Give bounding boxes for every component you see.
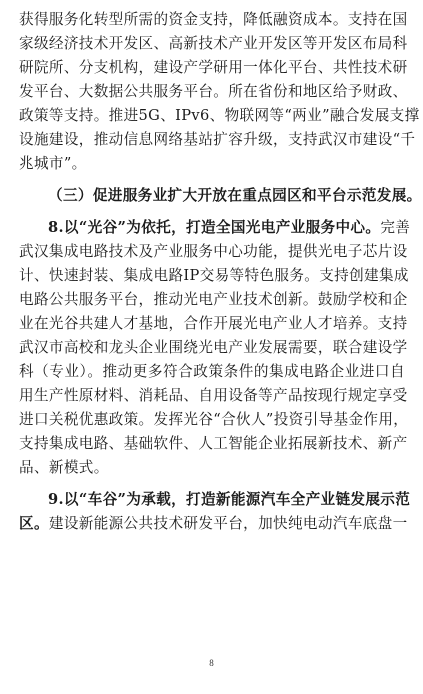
- text-line: 科（专业）。推动更多符合政策条件的集成电路企业进口自: [19, 363, 405, 380]
- text-line: 发平台、大数据公共服务平台。所在省份和地区给予财政、: [19, 83, 408, 100]
- item-8-heading-line: 8.以“光谷”为依托，打造全国光电产业服务中心。完善: [48, 219, 411, 236]
- text-line: 品、新模式。: [19, 459, 109, 476]
- page-number: 8: [209, 658, 214, 668]
- text-line: 计、快速封装、集成电路IP交易等特色服务。支持创建集成: [19, 267, 409, 284]
- text-line: 支持集成电路、基础软件、人工智能企业拓展新技术、新产: [19, 435, 408, 452]
- item-9-title-end: 区。: [19, 515, 49, 532]
- item-9-heading-line: [48, 488, 411, 512]
- text-line: 兆城市”。: [19, 155, 87, 172]
- text-line: 进口关税优惠政策。发挥光谷“合伙人”投资引导基金作用，: [19, 411, 409, 428]
- text-line: 业在光谷共建人才基地，合作开展光电产业人才培养。支持: [19, 315, 408, 332]
- text-line: 家级经济技术开发区、高新技术产业开发区等开发区布局科: [19, 35, 408, 52]
- text-line: 研院所、分支机构，建设产学研用一体化平台、共性技术研: [19, 59, 408, 76]
- section-heading: （三）促进服务业扩大开放在重点园区和平台示范发展。: [48, 187, 422, 204]
- text-line: 设施建设，推动信息网络基站扩容升级，支持武汉市建设“千: [19, 131, 416, 148]
- text-line: 武汉市高校和龙头企业围绕光电产业发展需要，联合建设学: [19, 339, 408, 356]
- text-line: 电路公共服务平台，推动光电产业技术创新。鼓励学校和企: [19, 291, 408, 308]
- item-8-title: 8.以“光谷”为依托，打造全国光电产业服务中心。: [48, 219, 381, 236]
- text-line: 武汉集成电路技术及产业服务中心功能，提供光电子芯片设: [19, 243, 408, 260]
- text-line: 区。建设新能源公共技术研发平台，加快纯电动汽车底盘一: [19, 515, 408, 532]
- item-9-title: 9.以“车谷”为承载，打造新能源汽车全产业链发展示范: [48, 491, 411, 508]
- text-line: 政策等支持。推进5G、IPv6、物联网等“两业”融合发展支撑: [19, 107, 420, 124]
- text-line: 获得服务化转型所需的资金支持，降低融资成本。支持在国: [19, 11, 408, 28]
- text-line: 用生产性原材料、消耗品、自用设备等产品按现行规定享受: [19, 387, 408, 404]
